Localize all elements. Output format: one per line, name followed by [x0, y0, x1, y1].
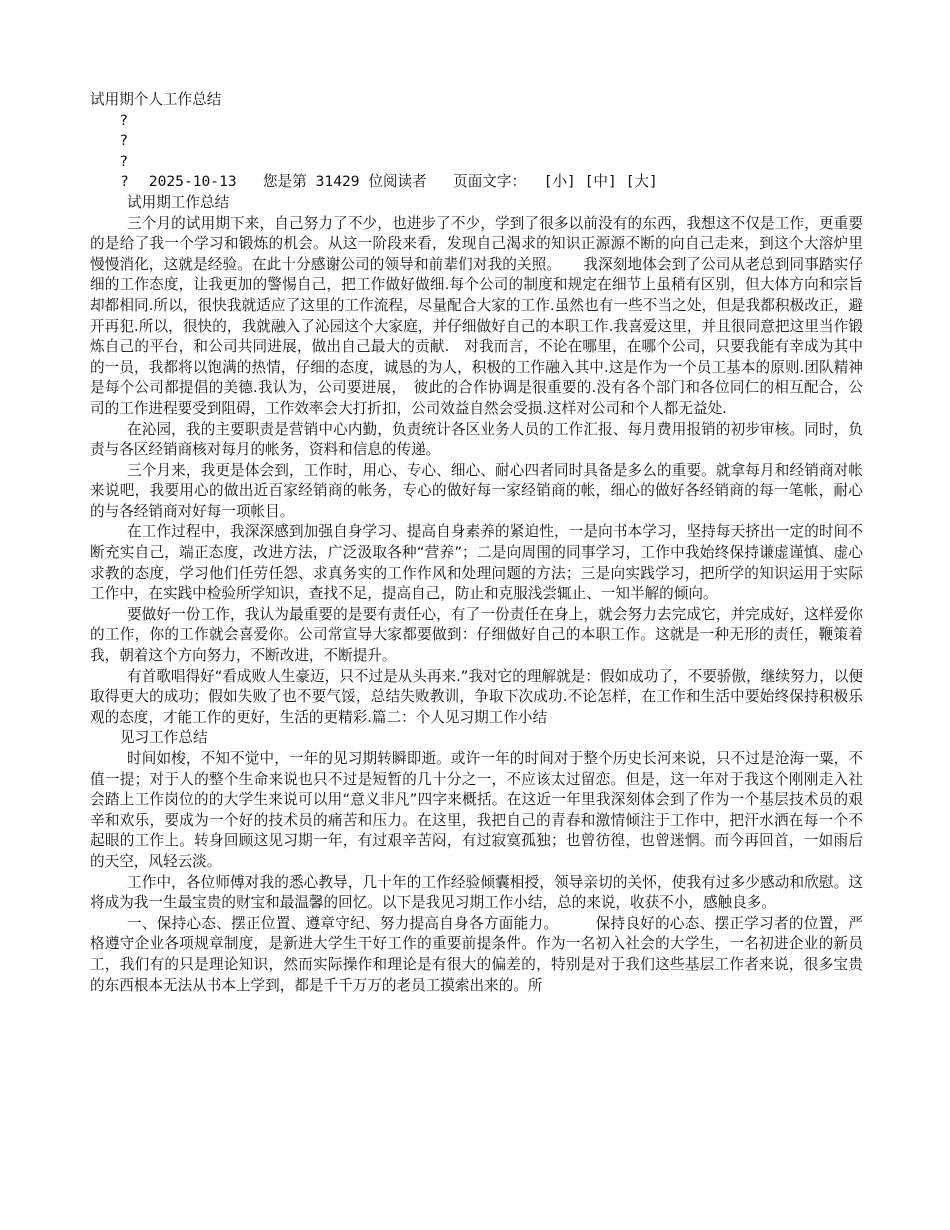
section-title: 见习工作总结 [120, 729, 208, 747]
paragraph: 在沁园，我的主要职责是营销中心内勤，负责统计各区业务人员的工作汇报、每月费用报销的初步审核。同时，负责与各区经销商核对每月的帐务，资料和信息的传递。 [90, 420, 863, 459]
paragraph: 在工作过程中，我深深感到加强自身学习、提高自身素养的紧迫性，一是向书本学习，坚持每天挤出一定的时间不断充实自己，端正态度，改进方法，广泛汲取各种“营养”；二是向周围的同事学习，工作中我始终保持谦虚谨慎、虚心求教的态度，学习他们任劳任怨、求真务实的工作作风和处理问题的方法；三是向实践学习，把所学的知识运用于实际工作中，在实践中检验所学知识，查找不足，提高自己，防止和克服浅尝辄止、一知半解的倾向。 [90, 523, 863, 603]
font-size-large-link[interactable]: [大] [625, 173, 658, 191]
paragraph: 要做好一份工作，我认为最重要的是要有责任心，有了一份责任在身上，就会努力去完成它，并完成好，这样爱你的工作，你的工作就会喜爱你。公司常宣导大家都要做到：仔细做好自己的本职工作。这就是一种无形的责任，鞭策着我，朝着这个方向努力，不断改进，不断提升。 [90, 605, 863, 665]
publish-date: 2025-10-13 [148, 173, 237, 191]
placeholder-mark: ? [120, 152, 128, 170]
paragraph: 一、保持心态、摆正位置、遵章守纪、努力提高自身各方面能力。 保持良好的心态、摆正学习者的位置，严格遵守企业各项规章制度，是新进大学生干好工作的重要前提条件。作为一名初入社会的大学生，一名初进企业的新员工，我们有的只是理论知识，然而实际操作和理论是有很大的偏差的，特别是对于我们这些基层工作者来说，很多宝贵的东西根本无法从书本上学到，都是千千万万的老员工摸索出来的。所 [90, 914, 863, 994]
meta-line [90, 172, 863, 193]
document-page [90, 90, 863, 996]
font-size-small-link[interactable]: [小] [543, 173, 576, 191]
paragraph: 时间如梭，不知不觉中，一年的见习期转瞬即逝。或许一年的时间对于整个历史长河来说，只不过是沧海一粟，不值一提；对于人的整个生命来说也只不过是短暂的几十分之一，不应该太过留恋。但是，这一年对于我这个刚刚走入社会踏上工作岗位的的大学生来说可以用“意义非凡”四字来概括。在这近一年里我深刻体会到了作为一个基层技术员的艰辛和欢乐，要成为一个好的技术员的痛苦和压力。在这里，我把自己的青春和激情倾注于工作中，把汗水洒在每一个不起眼的工作上。转身回顾这见习期一年，有过艰辛苦闷，有过寂寞孤独；也曾彷徨，也曾迷惘。而今再回首，一如雨后的天空，风轻云淡。 [90, 750, 863, 870]
font-size-medium-link[interactable]: [中] [584, 173, 617, 191]
font-size-label: 页面文字： [453, 173, 527, 191]
paragraph: 工作中，各位师傅对我的悉心教导，几十年的工作经验倾囊相授，领导亲切的关怀，使我有过多少感动和欣慰。这将成为我一生最宝贵的财宝和最温馨的回忆。以下是我见习期工作小结，总的来说，收获不小，感触良多。 [90, 873, 863, 912]
placeholder-mark: ? [120, 132, 128, 150]
paragraph: 三个月来，我更是体会到，工作时，用心、专心、细心、耐心四者同时具备是多么的重要。就拿每月和经销商对帐来说吧，我要用心的做出近百家经销商的帐务，专心的做好每一家经销商的帐，细心的做好各经销商的每一笔帐，耐心的与各经销商对好每一项帐目。 [90, 461, 863, 520]
reader-suffix: 位阅读者 [368, 173, 427, 191]
placeholder-mark: ? [120, 111, 128, 129]
reader-prefix: 您是第 [263, 173, 307, 191]
paragraph: 有首歌唱得好“看成败人生豪迈，只不过是从头再来.”我对它的理解就是：假如成功了，不要骄傲，继续努力，以便取得更大的成功；假如失败了也不要气馁，总结失败教训，争取下次成功.不论怎样，在工作和生活中要始终保持积极乐观的态度，才能工作的更好，生活的更精彩.篇二：个人见习期工作小结 [90, 667, 863, 726]
reader-count: 31429 [315, 173, 360, 191]
section-title: 试用期工作总结 [127, 193, 230, 211]
document-title: 试用期个人工作总结 [90, 91, 222, 108]
paragraph: 三个月的试用期下来，自己努力了不少，也进步了不少，学到了很多以前没有的东西，我想这不仅是工作，更重要的是给了我一个学习和锻炼的机会。从这一阶段来看，发现自己渴求的知识正源源不断的向自己走来，到这个大溶炉里慢慢消化，这就是经验。在此十分感谢公司的领导和前辈们对我的关照。 我深刻地体会到了公司从老总到同事踏实仔细的工作态度，让我更加的警惕自己，把工作做好做细.每个公司的制度和规定在细节上虽稍有区别，但大体方向和宗旨却都相同.所以，很快我就适应了这里的工作流程，尽量配合大家的工作.虽然也有一些不当之处，但是我都积极改正，避开再犯.所以，很快的，我就融入了沁园这个大家庭，并仔细做好自己的本职工作.我喜爱这里，并且很同意把这里当作锻炼自己的平台，和公司共同进展，做出自己最大的贡献. 对我而言，不论在哪里，在哪个公司，只要我能有幸成为其中的一员，我都将以饱满的热情，仔细的态度，诚恳的为人，积极的工作融入其中.这是作为一个员工基本的原则.团队精神是每个公司都提倡的美德.我认为，公司要进展， 彼此的合作协调是很重要的.没有各个部门和各位同仁的相互配合，公司的工作进程要受到阻碍，工作效率会大打折扣，公司效益自然会受损.这样对公司和个人都无益处. [90, 214, 863, 417]
placeholder-mark: ? [120, 173, 129, 191]
